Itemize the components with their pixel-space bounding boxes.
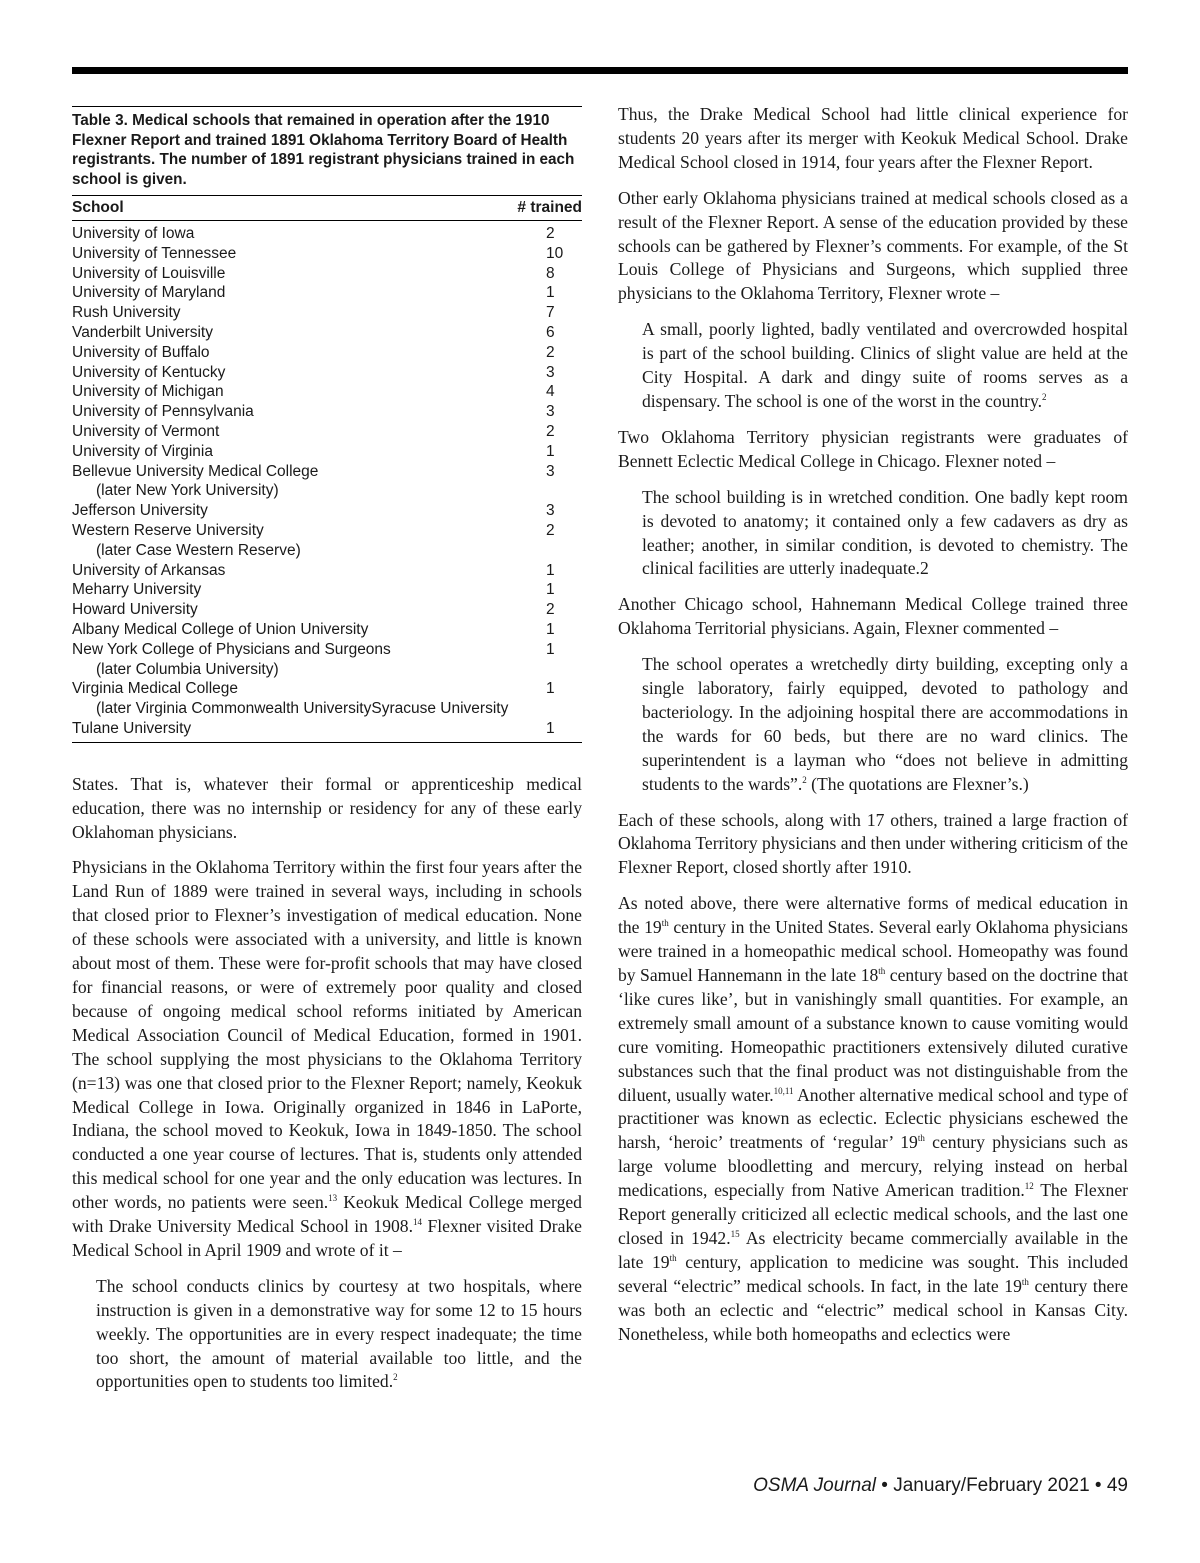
- body-paragraph: [618, 426, 1128, 474]
- school-name: Rush University: [72, 304, 181, 322]
- trained-count: 4: [546, 383, 555, 401]
- trained-count: 1: [546, 680, 555, 698]
- text-segment: (The quotations are Flexner’s.): [806, 773, 1029, 794]
- block-quote: [642, 318, 1128, 414]
- reference-superscript: th: [661, 918, 669, 929]
- school-name: Jefferson University: [72, 502, 208, 520]
- school-name: New York College of Physicians and Surgeons: [72, 640, 391, 658]
- text-segment: The school operates a wretchedly dirty building, excepting only a single laboratory, fairly equipped, devoted to pathology and bacteriology. In the adjoining hospital there are accommodations in the wards for 60 beds, but there are no ward clinics. The superintendent is a layman who “does not believe in admitting students to the wards”.: [642, 654, 1128, 794]
- table-row: [72, 323, 582, 343]
- table-row: [72, 224, 582, 244]
- school-name: (later Virginia Commonwealth UniversitySyracuse University: [96, 700, 509, 718]
- table-row: [72, 481, 582, 501]
- issue-and-page: • January/February 2021 • 49: [875, 1475, 1128, 1496]
- table-header-row: [72, 195, 582, 221]
- school-name: Tulane University: [72, 719, 192, 737]
- school-name: (later New York University): [96, 482, 279, 500]
- text-segment: century based on the doctrine that ‘like cures like’, but in vanishingly small quantities. For example, an extremely small amount of a substance known to cause vomiting would cure vomiting. Homeopathic practitioners extensively diluted curative substances such that the final product was not distinguishable from the diluent, usually water.: [618, 965, 1128, 1105]
- table-row: [72, 679, 582, 699]
- school-name: Virginia Medical College: [72, 680, 238, 698]
- trained-count: 3: [546, 363, 555, 381]
- school-name: University of Iowa: [72, 225, 195, 242]
- reference-superscript: th: [878, 966, 886, 977]
- trained-count: 1: [546, 719, 555, 737]
- reference-superscript: 10,11: [773, 1085, 794, 1096]
- text-segment: Each of these schools, along with 17 others, trained a large fraction of Oklahoma Territory physicians and then under withering criticism of the Flexner Report, closed shortly after 1910.: [618, 809, 1128, 878]
- column-header-school: School: [72, 199, 124, 216]
- trained-count: 8: [546, 264, 555, 282]
- trained-count: 1: [546, 284, 555, 302]
- text-segment: The Flexner Report generally criticized all eclectic medical schools, and the last one closed in 1942.: [618, 1180, 1128, 1248]
- school-name: Meharry University: [72, 581, 202, 599]
- table-row: [72, 620, 582, 640]
- text-segment: Two Oklahoma Territory physician registrants were graduates of Bennett Eclectic Medical College in Chicago. Flexner noted –: [618, 426, 1128, 471]
- school-name: University of Michigan: [72, 383, 224, 401]
- school-name: University of Louisville: [72, 264, 226, 282]
- reference-superscript: th: [1021, 1276, 1029, 1287]
- table-row: [72, 283, 582, 303]
- text-segment: Another Chicago school, Hahnemann Medical College trained three Oklahoma Territorial physicians. Again, Flexner commented –: [618, 594, 1128, 639]
- body-paragraph: [618, 187, 1128, 307]
- text-segment: century, application to medicine was sought. This included several “electric” medical schools. In fact, in the late 19: [618, 1251, 1128, 1296]
- school-name: University of Tennessee: [72, 244, 237, 262]
- text-segment: Physicians in the Oklahoma Territory within the first four years after the Land Run of 1889 were trained in several ways, including in schools that closed prior to Flexner’s investigation of medical education. None of these schools were associated with a university, and little is known about most of them. These were for-profit schools that may have closed for financial reasons, or were of extremely poor quality and closed because of ongoing medical school reforms initiated by American Medical Association Council of Medical Education, formed in 1901. The school supplying the most physicians to the Oklahoma Territory (n=13) was one that closed prior to the Flexner Report; namely, Keokuk Medical College in Iowa. Originally organized in 1846 in LaPorte, Indiana, the school moved to Keokuk, Iowa in 1849-1850. The school conducted a one year course of lectures. That is, students only attended this medical school for one year and the only education was lectures. In other words, no patients were seen.: [72, 857, 582, 1213]
- text-segment: Another alternative medical school and type of practitioner was known as eclectic. Eclectic physicians eschewed the harsh, ‘heroic’ treatments of ‘regular’ 19: [618, 1084, 1128, 1153]
- text-segment: century in the United States. Several early Oklahoma physicians were trained in a homeopathic medical school. Homeopathy was found by Samuel Hannemann in the late 18: [618, 917, 1128, 985]
- text-segment: The school building is in wretched condition. One badly kept room is devoted to anatomy; it contained only a few cadavers as dry as leather; another, in similar condition, is devoted to chemistry. The clinical facilities are utterly inadequate.2: [642, 486, 1128, 579]
- table-3: [72, 106, 582, 743]
- school-name: University of Buffalo: [72, 343, 210, 361]
- text-segment: Flexner visited Drake Medical School in April 1909 and wrote of it –: [72, 1216, 582, 1260]
- text-segment: century there was both an eclectic and “electric” medical school in Kansas City. Nonetheless, while both homeopaths and eclectics were: [618, 1275, 1129, 1344]
- table-row: [72, 541, 582, 561]
- school-name: (later Columbia University): [96, 660, 279, 678]
- trained-count: 1: [546, 620, 555, 638]
- school-name: Vanderbilt University: [72, 323, 213, 341]
- trained-count: 6: [546, 323, 555, 341]
- block-quote: [96, 1275, 582, 1395]
- table-row: [72, 442, 582, 462]
- trained-count: [546, 481, 582, 501]
- body-paragraph: [618, 892, 1128, 1346]
- block-quote: [642, 486, 1128, 582]
- table-row: [72, 580, 582, 600]
- reference-superscript: 13: [328, 1193, 338, 1204]
- trained-count: 2: [546, 521, 555, 539]
- trained-count: 1: [546, 581, 555, 599]
- school-name: Western Reserve University: [72, 521, 264, 539]
- school-name: University of Pennsylvania: [72, 403, 254, 421]
- text-segment: Other early Oklahoma physicians trained at medical schools closed as a result of the Flexner Report. A sense of the education provided by these schools can be gathered by Flexner’s comments. For example, of the St Louis College of Physicians and Surgeons, which supplied three physicians to the Oklahoma Territory, Flexner wrote –: [618, 187, 1128, 304]
- school-name: Albany Medical College of Union University: [72, 620, 369, 638]
- school-name: Howard University: [72, 601, 198, 619]
- table-row: [72, 303, 582, 323]
- reference-superscript: 14: [413, 1217, 423, 1228]
- text-segment: century physicians such as large volume bloodletting and mercury, relying instead on herbal medications, especially from Native American tradition.: [618, 1132, 1129, 1201]
- table-row: [72, 699, 582, 719]
- text-segment: As electricity became commercially available in the late 19: [618, 1227, 1128, 1272]
- reference-superscript: th: [669, 1253, 677, 1264]
- school-name: University of Vermont: [72, 422, 220, 440]
- body-paragraph: [618, 809, 1128, 881]
- school-name: (later Case Western Reserve): [96, 541, 301, 559]
- table-row: [72, 382, 582, 402]
- trained-count: [546, 660, 582, 680]
- text-segment: As noted above, there were alternative forms of medical education in the 19: [618, 893, 1128, 938]
- reference-superscript: 2: [802, 774, 807, 785]
- table-row: [72, 422, 582, 442]
- school-name: University of Kentucky: [72, 363, 226, 381]
- table-row: [72, 462, 582, 482]
- trained-count: 1: [546, 561, 555, 579]
- table-row: [72, 343, 582, 363]
- trained-count: 1: [546, 640, 555, 658]
- column-header-trained: # trained: [517, 199, 582, 216]
- reference-superscript: 2: [1042, 392, 1047, 403]
- text-segment: A small, poorly lighted, badly ventilated and overcrowded hospital is part of the school building. Clinics of slight value are held at the City Hospital. A dark and dingy suite of rooms serves as a dispensary. The school is one of the worst in the country.: [642, 319, 1128, 411]
- journal-name: OSMA Journal: [753, 1475, 876, 1496]
- top-rule: [72, 67, 1128, 74]
- reference-superscript: 15: [730, 1229, 740, 1240]
- trained-count: 2: [546, 601, 555, 619]
- trained-count: 2: [546, 343, 555, 361]
- block-quote: [642, 653, 1128, 796]
- trained-count: 2: [546, 422, 555, 440]
- table-row: [72, 640, 582, 660]
- trained-count: 10: [546, 244, 564, 262]
- trained-count: 3: [546, 403, 555, 421]
- reference-superscript: th: [917, 1133, 925, 1144]
- table-body: [72, 224, 582, 743]
- left-body-text: [72, 773, 582, 1395]
- table-row: [72, 501, 582, 521]
- body-paragraph: [72, 773, 582, 845]
- text-segment: Thus, the Drake Medical School had little clinical experience for students 20 years after its merger with Keokuk Medical School. Drake Medical School closed in 1914, four years after the Flexner Report.: [618, 104, 1128, 172]
- text-segment: Keokuk Medical College merged with Drake University Medical School in 1908.: [72, 1192, 582, 1237]
- school-name: University of Maryland: [72, 284, 226, 302]
- trained-count: [546, 541, 582, 561]
- table-row: [72, 561, 582, 581]
- reference-superscript: 12: [1024, 1181, 1034, 1192]
- trained-count: 7: [546, 304, 555, 322]
- table-row: [72, 600, 582, 620]
- left-column: [72, 106, 582, 1406]
- table-row: [72, 719, 582, 739]
- table-row: [72, 363, 582, 383]
- right-column: [618, 103, 1128, 1359]
- body-paragraph: [618, 103, 1128, 175]
- trained-count: 1: [546, 442, 555, 460]
- reference-superscript: 2: [393, 1372, 398, 1383]
- table-title: Table 3. Medical schools that remained in operation after the 1910 Flexner Report and trained 1891 Oklahoma Territory Board of Health registrants. The number of 1891 registrant physicians trained in each school is given.: [72, 106, 582, 189]
- text-segment: The school conducts clinics by courtesy at two hospitals, where instruction is given in a demonstrative way for some 12 to 15 hours weekly. The opportunities are in every respect inadequate; the time too short, the amount of material available too little, and the opportunities open to students too limited.: [96, 1275, 582, 1392]
- table-row: [72, 264, 582, 284]
- trained-count: 3: [546, 462, 555, 480]
- table-row: [72, 660, 582, 680]
- table-row: [72, 244, 582, 264]
- body-paragraph: [72, 856, 582, 1262]
- text-segment: States. That is, whatever their formal or apprenticeship medical education, there was no internship or residency for any of these early Oklahoman physicians.: [72, 773, 582, 842]
- school-name: University of Arkansas: [72, 561, 226, 579]
- trained-count: 3: [546, 502, 555, 520]
- school-name: University of Virginia: [72, 442, 213, 460]
- table-row: [72, 402, 582, 422]
- trained-count: [546, 699, 582, 719]
- school-name: Bellevue University Medical College: [72, 462, 319, 480]
- trained-count: 2: [546, 225, 555, 242]
- table-row: [72, 521, 582, 541]
- page-footer: [753, 1475, 1128, 1497]
- body-paragraph: [618, 593, 1128, 641]
